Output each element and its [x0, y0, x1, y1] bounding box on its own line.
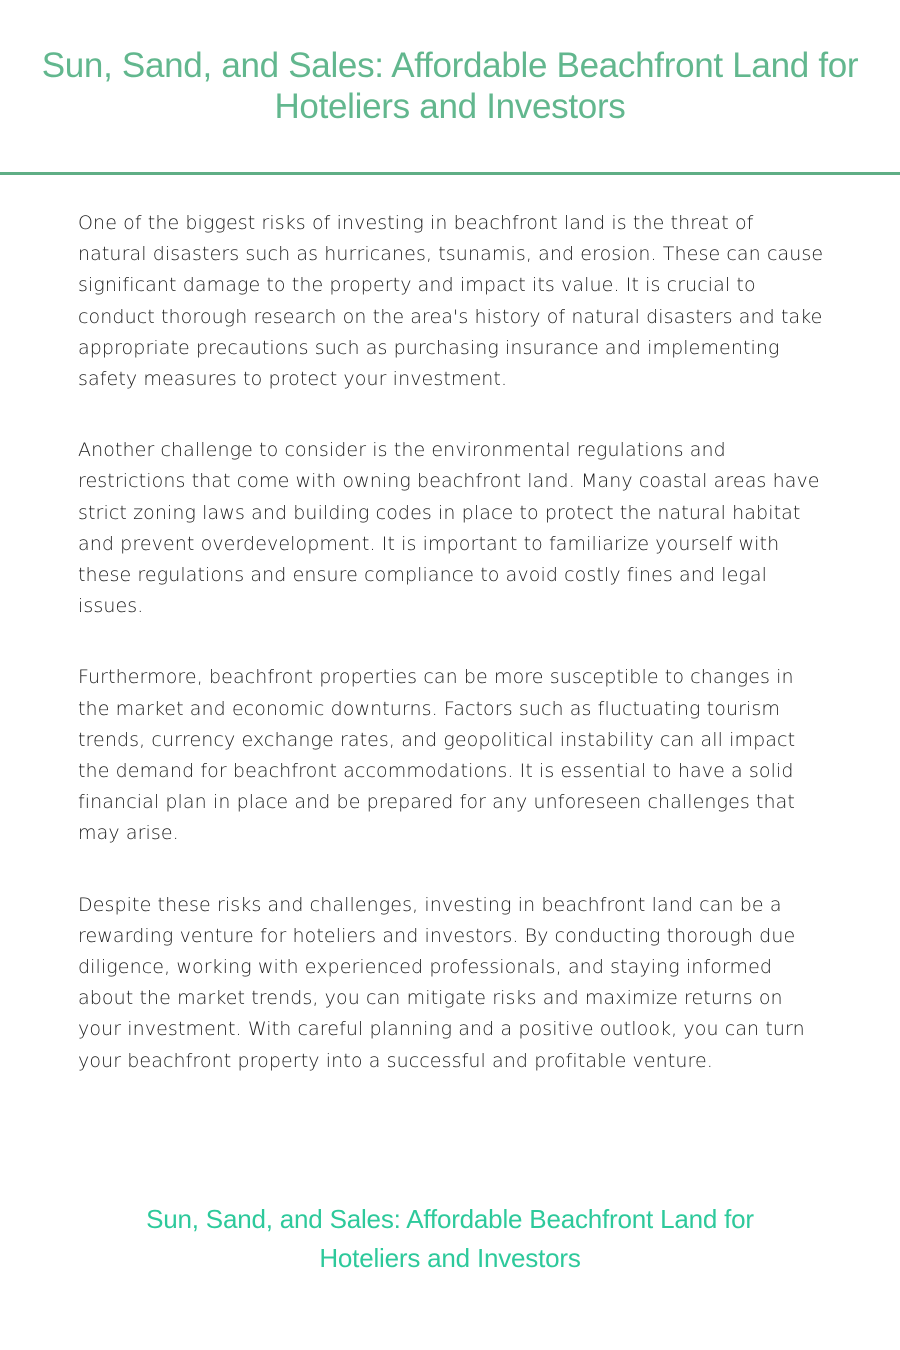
page-title — [42, 45, 859, 127]
page-header — [0, 0, 900, 175]
page-title-line-2: Hoteliers and Investors — [274, 87, 626, 126]
footer-title-line-1: Sun, Sand, and Sales: Affordable Beachfront Land for — [146, 1204, 754, 1234]
paragraph-conclusion: Despite these risks and challenges, investing in beachfront land can be a rewarding venture for hoteliers and investors. By conducting thorough due diligence, working with experienced professionals, and staying informed about the market trends, you can mitigate risks and maximize returns on your investment. With careful planning and a positive outlook, you can turn your beachfront property into a successful and profitable venture. — [78, 893, 805, 1072]
page-title-line-1: Sun, Sand, and Sales: Affordable Beachfront Land for — [41, 46, 859, 85]
article-body — [78, 208, 828, 1117]
paragraph-market-changes: Furthermore, beachfront properties can be more susceptible to changes in the market and economic downturns. Factors such as fluctuating tourism trends, currency exchange rates, and geopolitical instability can all impact the demand for beachfront accommodations. It is essential to have a solid financial plan in place and be prepared for any unforeseen challenges that may arise. — [78, 666, 796, 845]
paragraph-natural-disasters: One of the biggest risks of investing in beachfront land is the threat of natural disasters such as hurricanes, tsunamis, and erosion. These can cause significant damage to the property and impact its value. It is crucial to conduct thorough research on the area's history of natural disasters and take appropriate precautions such as purchasing insurance and implementing safety measures to protect your investment. — [78, 212, 824, 391]
footer-title-line-2: Hoteliers and Investors — [319, 1243, 581, 1273]
footer-title — [0, 1200, 900, 1278]
paragraph-environmental-regulations: Another challenge to consider is the environmental regulations and restrictions that come with owning beachfront land. Many coastal areas have strict zoning laws and building codes in place to protect the natural habitat and prevent overdevelopment. It is important to familiarize yourself with these regulations and ensure compliance to avoid costly fines and legal issues. — [78, 439, 820, 618]
